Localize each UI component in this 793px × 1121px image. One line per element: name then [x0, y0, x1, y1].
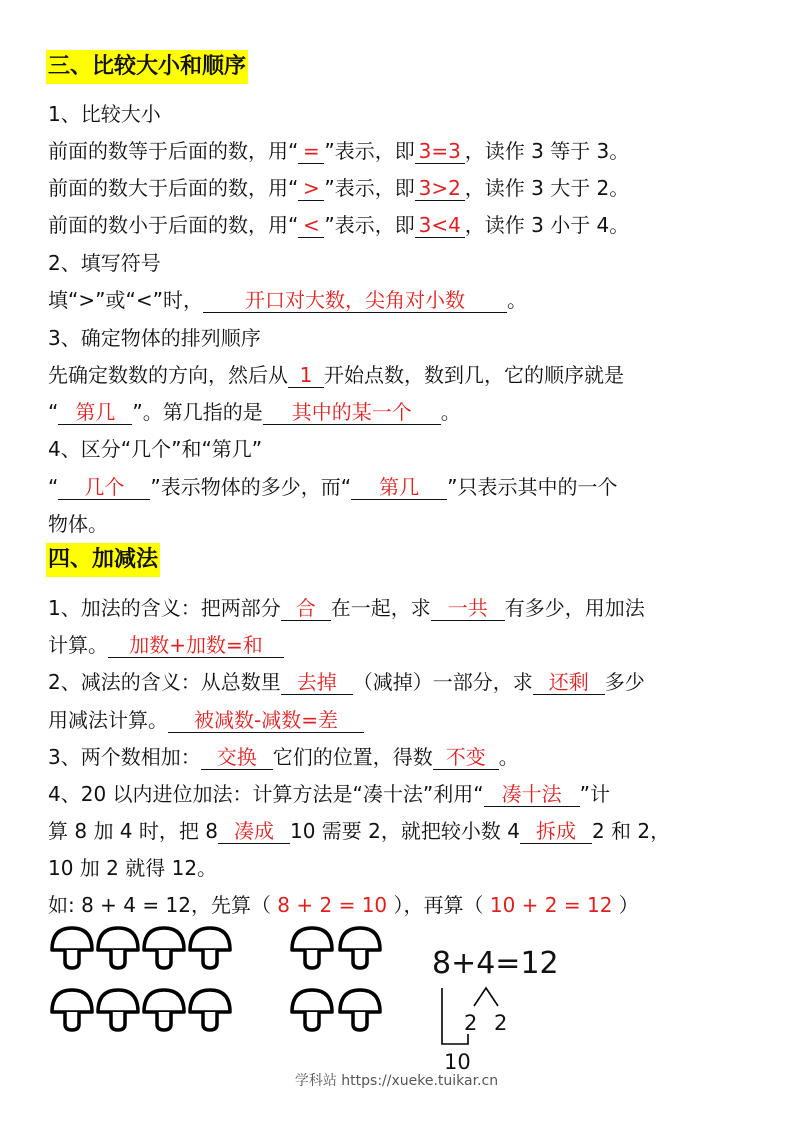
text: 。 — [506, 288, 527, 312]
text: 多少 — [604, 670, 645, 694]
mushroom-icon — [292, 928, 332, 968]
footer-watermark: 学科站 https://xueke.tuikar.cn — [294, 1073, 499, 1089]
text: 前面的数大于后面的数，用“ — [48, 176, 299, 200]
s4-p4-line3: 10 加 2 就得 12。 — [48, 856, 218, 880]
answer-blank: 凑成 — [218, 819, 290, 844]
s3-p3-line1 — [48, 361, 624, 389]
s4-p1-line1 — [48, 594, 645, 622]
s4-p3-line — [48, 743, 519, 771]
mushroom-icon — [144, 990, 184, 1030]
s4-p1-line2 — [48, 631, 284, 659]
s3-p4-line1 — [48, 473, 617, 501]
s3-p4-title: 4、区分“几个”和“第几” — [48, 437, 263, 461]
text: 算 8 加 4 时，把 8 — [48, 819, 218, 843]
answer-blank: 1 — [288, 363, 324, 388]
text: 先确定数数的方向，然后从 — [48, 363, 288, 387]
answer-blank: 其中的某一个 — [263, 400, 441, 425]
answer-blank: 3>2 — [415, 176, 465, 201]
text: 在一起，求 — [330, 596, 431, 620]
text: ，读作 3 大于 2。 — [464, 176, 630, 200]
text: 前面的数小于后面的数，用“ — [48, 213, 299, 237]
mushroom-icon — [292, 990, 332, 1030]
s4-p2-line1 — [48, 668, 645, 696]
answer-blank: = — [298, 139, 324, 164]
answer-blank: 去掉 — [281, 670, 353, 695]
text: 2、减法的含义：从总数里 — [48, 670, 281, 694]
answer-blank: 合 — [281, 596, 331, 621]
text: 如: 8 + 4 = 12，先算（ — [48, 893, 278, 917]
s3-p2-title: 2、填写符号 — [48, 251, 161, 275]
s3-p4-line2: 物体。 — [48, 512, 108, 536]
s3-greater-line — [48, 174, 629, 202]
answer-blank: 第几 — [58, 400, 132, 425]
answer-blank: < — [298, 213, 324, 238]
text: （减掉）一部分，求 — [352, 670, 533, 694]
text: “ — [48, 475, 59, 499]
text: 10 需要 2，就把较小数 4 — [289, 819, 520, 843]
mushroom-icon — [190, 928, 230, 968]
split-part-left: 2 — [464, 1011, 478, 1035]
answer-blank: 3<4 — [415, 213, 465, 238]
answer-blank: 开口对大数，尖角对小数 — [203, 288, 507, 313]
text: ”计 — [579, 782, 610, 806]
second-step: 10 + 2 = 12 — [489, 893, 613, 917]
mushroom-icon — [340, 928, 380, 968]
answer-blank: 拆成 — [520, 819, 592, 844]
s4-p4-line1 — [48, 780, 610, 808]
text: ） — [612, 893, 639, 917]
text: 前面的数等于后面的数，用“ — [48, 139, 299, 163]
mushroom-icon — [190, 990, 230, 1030]
answer-blank: > — [298, 176, 324, 201]
split-part-right: 2 — [494, 1011, 508, 1035]
mushroom-icon — [144, 928, 184, 968]
text: ），再算（ — [387, 893, 490, 917]
text: ”表示，即 — [324, 176, 415, 200]
answer-blank: 不变 — [433, 745, 499, 770]
text: “ — [48, 400, 59, 424]
mushroom-group-left — [52, 928, 230, 1030]
mushroom-illustration — [50, 926, 395, 1036]
text: ”表示，即 — [324, 213, 415, 237]
answer-blank: 加数+加数=和 — [108, 633, 284, 658]
sum-ten: 10 — [444, 1050, 471, 1074]
text: ”表示物体的多少，而“ — [150, 475, 352, 499]
s4-example-line — [48, 891, 639, 919]
mushroom-icon — [98, 990, 138, 1030]
text: ，读作 3 等于 3。 — [464, 139, 630, 163]
text: 填“>”或“<”时， — [48, 288, 203, 312]
answer-blank: 第几 — [351, 475, 447, 500]
answer-blank: 一共 — [431, 596, 505, 621]
formula: 8+4=12 — [432, 946, 559, 981]
s3-p1-title: 1、比较大小 — [48, 102, 161, 126]
s3-p2-line — [48, 286, 527, 314]
text: 1、加法的含义：把两部分 — [48, 596, 281, 620]
answer-blank: 几个 — [58, 475, 150, 500]
section4-heading: 四、加减法 — [46, 543, 160, 577]
text: 计算。 — [48, 633, 108, 657]
text: ”只表示其中的一个 — [447, 475, 618, 499]
text: 用减法计算。 — [48, 708, 168, 732]
text: 开始点数，数到几，它的顺序就是 — [324, 363, 624, 387]
answer-blank: 还剩 — [533, 670, 605, 695]
s3-less-line — [48, 211, 629, 239]
s3-equal-line — [48, 137, 629, 165]
s4-p4-line2 — [48, 817, 670, 845]
first-step: 8 + 2 = 10 — [277, 893, 388, 917]
s4-p2-line2 — [48, 706, 364, 734]
answer-blank: 3=3 — [415, 139, 465, 164]
mushroom-group-right — [292, 928, 380, 1030]
text: 它们的位置，得数 — [272, 745, 433, 769]
s3-p3-title: 3、确定物体的排列顺序 — [48, 326, 261, 350]
text: 有多少，用加法 — [504, 596, 645, 620]
text: ，读作 3 小于 4。 — [464, 213, 630, 237]
mushroom-icon — [98, 928, 138, 968]
text: 3、两个数相加： — [48, 745, 201, 769]
text: 。 — [440, 400, 461, 424]
text: 4、20 以内进位加法：计算方法是“凑十法”利用“ — [48, 782, 484, 806]
answer-blank: 交换 — [201, 745, 273, 770]
section3-heading: 三、比较大小和顺序 — [46, 50, 248, 84]
answer-blank: 凑十法 — [484, 782, 580, 807]
s3-p3-line2 — [48, 398, 461, 426]
mushroom-icon — [340, 990, 380, 1030]
text: ”。第几指的是 — [132, 400, 263, 424]
text: 2 和 2， — [591, 819, 671, 843]
mushroom-icon — [52, 990, 92, 1030]
answer-blank: 被减数-减数=差 — [168, 708, 364, 733]
mushroom-icon — [52, 928, 92, 968]
text: ”表示，即 — [324, 139, 415, 163]
text: 。 — [498, 745, 519, 769]
